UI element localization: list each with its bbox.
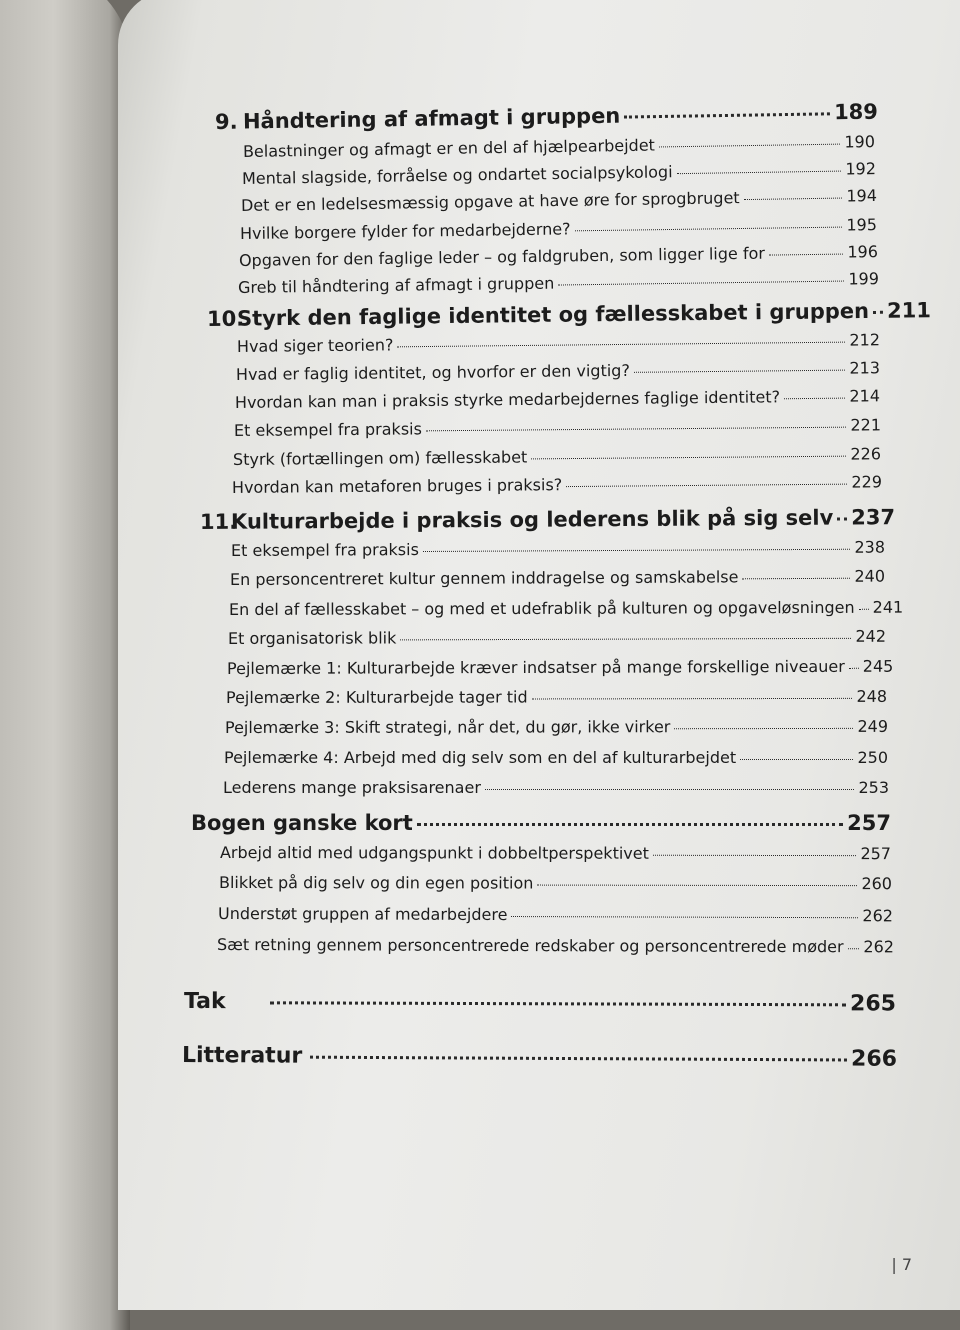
references-entry bbox=[182, 1043, 897, 1072]
page-number: 266 bbox=[850, 1046, 898, 1072]
section-title: Et eksempel fra praksis bbox=[233, 419, 422, 440]
section-title: En personcentreret kultur gennem inddragelse og samskabelse bbox=[229, 567, 739, 589]
section-title: Et organisatorisk blik bbox=[227, 628, 397, 648]
dot-leader bbox=[511, 916, 858, 918]
page-number: 240 bbox=[854, 566, 886, 586]
dot-leader bbox=[566, 484, 847, 487]
dot-leader bbox=[742, 578, 850, 580]
page-number: 245 bbox=[862, 656, 894, 676]
page-number: 249 bbox=[857, 716, 889, 736]
dot-leader bbox=[677, 171, 842, 175]
dot-leader bbox=[400, 638, 851, 641]
toc-entry bbox=[240, 215, 877, 243]
toc-entry bbox=[239, 242, 878, 270]
entry-title: Litteratur bbox=[181, 1043, 303, 1069]
section-title: Pejlemærke 4: Arbejd med dig selv som en del af kulturarbejdet bbox=[224, 748, 737, 767]
dot-leader bbox=[423, 549, 851, 552]
page-number: 237 bbox=[851, 505, 896, 530]
dot-leader bbox=[532, 698, 853, 700]
page-number: 253 bbox=[858, 778, 889, 797]
toc-entry bbox=[230, 567, 885, 589]
toc-entry bbox=[223, 778, 889, 797]
section-title: Hvordan kan metaforen bruges i praksis? bbox=[231, 475, 563, 497]
toc-entry bbox=[226, 687, 887, 707]
dot-leader bbox=[784, 398, 845, 400]
page-number: 196 bbox=[847, 242, 879, 262]
dot-leader bbox=[769, 254, 844, 256]
dot-leader bbox=[485, 789, 855, 790]
dot-leader bbox=[575, 227, 843, 232]
section-title: Opgaven for den faglige leder – og faldgruben, som ligger lige for bbox=[238, 243, 766, 270]
page-number: 229 bbox=[851, 472, 883, 492]
dot-leader bbox=[558, 281, 844, 286]
section-title: En del af fællesskabet – og med et udefrablik på kulturen og opgaveløsningen bbox=[228, 597, 855, 619]
dot-leader bbox=[531, 456, 846, 460]
dot-leader bbox=[426, 427, 847, 432]
toc-entry bbox=[228, 597, 904, 619]
section-title: Pejlemærke 3: Skift strategi, når det, du gør, ikke virker bbox=[224, 717, 671, 737]
dot-leader bbox=[397, 342, 845, 348]
page-number: 248 bbox=[856, 686, 888, 706]
toc-entry bbox=[218, 904, 893, 925]
chapter-title: Styrk den faglige identitet og fællesskabet i gruppen bbox=[236, 298, 870, 331]
page-number: 211 bbox=[886, 298, 931, 323]
page-number: 262 bbox=[863, 937, 895, 957]
toc-entry bbox=[242, 159, 876, 188]
dot-leader bbox=[659, 144, 841, 148]
dot-leader bbox=[270, 1001, 846, 1006]
dot-leader bbox=[848, 948, 860, 949]
dot-leader bbox=[873, 311, 883, 314]
section-title: Det er en ledelsesmæssig opgave at have øre for sprogbruget bbox=[240, 188, 740, 215]
section-title: Sæt retning gennem personcentrerede redskaber og personcentrerede møder bbox=[216, 935, 844, 957]
section-title: Arbejd altid med udgangspunkt i dobbeltperspektivet bbox=[219, 843, 649, 863]
dot-leader bbox=[624, 112, 830, 118]
toc-entry bbox=[224, 748, 888, 767]
page-number: 189 bbox=[833, 99, 879, 125]
page-number: 238 bbox=[854, 537, 886, 557]
toc-entry bbox=[238, 269, 879, 297]
summary-heading bbox=[191, 811, 891, 835]
chapter-9-heading bbox=[215, 100, 878, 134]
page-number: 194 bbox=[846, 186, 878, 206]
page-number: 214 bbox=[849, 386, 881, 406]
dot-leader bbox=[310, 1056, 847, 1062]
chapter-10-heading bbox=[206, 298, 931, 331]
page-number: 221 bbox=[850, 415, 882, 435]
dot-leader bbox=[653, 855, 857, 856]
dot-leader bbox=[740, 759, 853, 760]
page-number: 257 bbox=[860, 844, 892, 864]
section-title: Hvad er faglig identitet, og hvorfor er den vigtig? bbox=[235, 360, 630, 384]
chapter-number: 10. bbox=[206, 306, 245, 331]
toc-entry bbox=[226, 656, 894, 678]
section-title: Pejlemærke 1: Kulturarbejde kræver indsatser på mange forskellige niveauer bbox=[226, 656, 845, 678]
section-title: Belastninger og afmagt er en del af hjælpearbejdet bbox=[242, 135, 656, 161]
section-title: Lederens mange praksisarenaer bbox=[223, 778, 481, 797]
toc-entry bbox=[228, 627, 886, 648]
page-number: 241 bbox=[872, 597, 904, 617]
section-title: Pejlemærke 2: Kulturarbejde tager tid bbox=[225, 687, 528, 707]
thanks-entry bbox=[184, 989, 896, 1016]
chapter-11-heading bbox=[199, 505, 896, 534]
chapter-title: Håndtering af afmagt i gruppen bbox=[242, 103, 621, 134]
toc-entry bbox=[232, 472, 882, 497]
toc-entry bbox=[220, 843, 891, 863]
toc-entry bbox=[241, 186, 877, 215]
chapter-number: 9. bbox=[214, 109, 238, 134]
dot-leader bbox=[537, 885, 857, 887]
section-title: Et eksempel fra praksis bbox=[230, 540, 419, 560]
chapter-title: Kulturarbejde i praksis og lederens blik på sig selv bbox=[230, 505, 834, 534]
dot-leader bbox=[849, 668, 859, 669]
dot-leader bbox=[859, 609, 869, 610]
page-number: 262 bbox=[862, 906, 894, 926]
dot-leader bbox=[417, 823, 843, 826]
section-title: Understøt gruppen af medarbejdere bbox=[217, 904, 508, 925]
section-title: Greb til håndtering af afmagt i gruppen bbox=[237, 273, 555, 297]
dot-leader bbox=[744, 198, 843, 201]
section-title: Mental slagside, forråelse og ondartet socialpsykologi bbox=[241, 162, 673, 188]
toc-entry bbox=[236, 358, 880, 384]
toc-entry bbox=[231, 538, 885, 560]
section-title: Styrk (fortællingen om) fællesskabet bbox=[232, 447, 528, 469]
chapter-number: 11. bbox=[199, 509, 238, 534]
toc-entry bbox=[233, 444, 881, 469]
toc-entry bbox=[234, 415, 881, 440]
page-number: 226 bbox=[850, 444, 882, 464]
section-title: Blikket på dig selv og din egen position bbox=[218, 873, 534, 893]
page-number: 212 bbox=[849, 330, 881, 350]
page-number: 250 bbox=[857, 748, 888, 767]
page-number: 260 bbox=[861, 874, 893, 894]
page-number: 190 bbox=[844, 132, 876, 152]
page-number: 265 bbox=[850, 991, 897, 1017]
page-number: 257 bbox=[847, 811, 891, 835]
toc-entry bbox=[235, 386, 880, 412]
dot-leader bbox=[837, 517, 847, 520]
chapter-title: Bogen ganske kort bbox=[191, 811, 413, 835]
toc-entry bbox=[237, 330, 880, 356]
page-number: 195 bbox=[846, 215, 878, 235]
section-title: Hvad siger teorien? bbox=[236, 335, 394, 356]
section-title: Hvilke borgere fylder for medarbejderne? bbox=[239, 219, 571, 243]
page-number: 213 bbox=[849, 358, 881, 378]
entry-title: Tak bbox=[183, 989, 226, 1015]
page-number: 242 bbox=[855, 626, 887, 646]
toc-entry bbox=[219, 873, 892, 893]
toc-entry bbox=[217, 935, 894, 956]
dot-leader bbox=[674, 728, 853, 729]
section-title: Hvordan kan man i praksis styrke medarbejdernes faglige identitet? bbox=[234, 387, 781, 412]
page-number: 199 bbox=[848, 269, 880, 289]
toc-entry bbox=[225, 717, 888, 737]
page-number: 192 bbox=[845, 159, 877, 179]
page-folio: | 7 bbox=[891, 1255, 912, 1274]
dot-leader bbox=[634, 370, 846, 373]
toc-entry bbox=[243, 132, 875, 161]
